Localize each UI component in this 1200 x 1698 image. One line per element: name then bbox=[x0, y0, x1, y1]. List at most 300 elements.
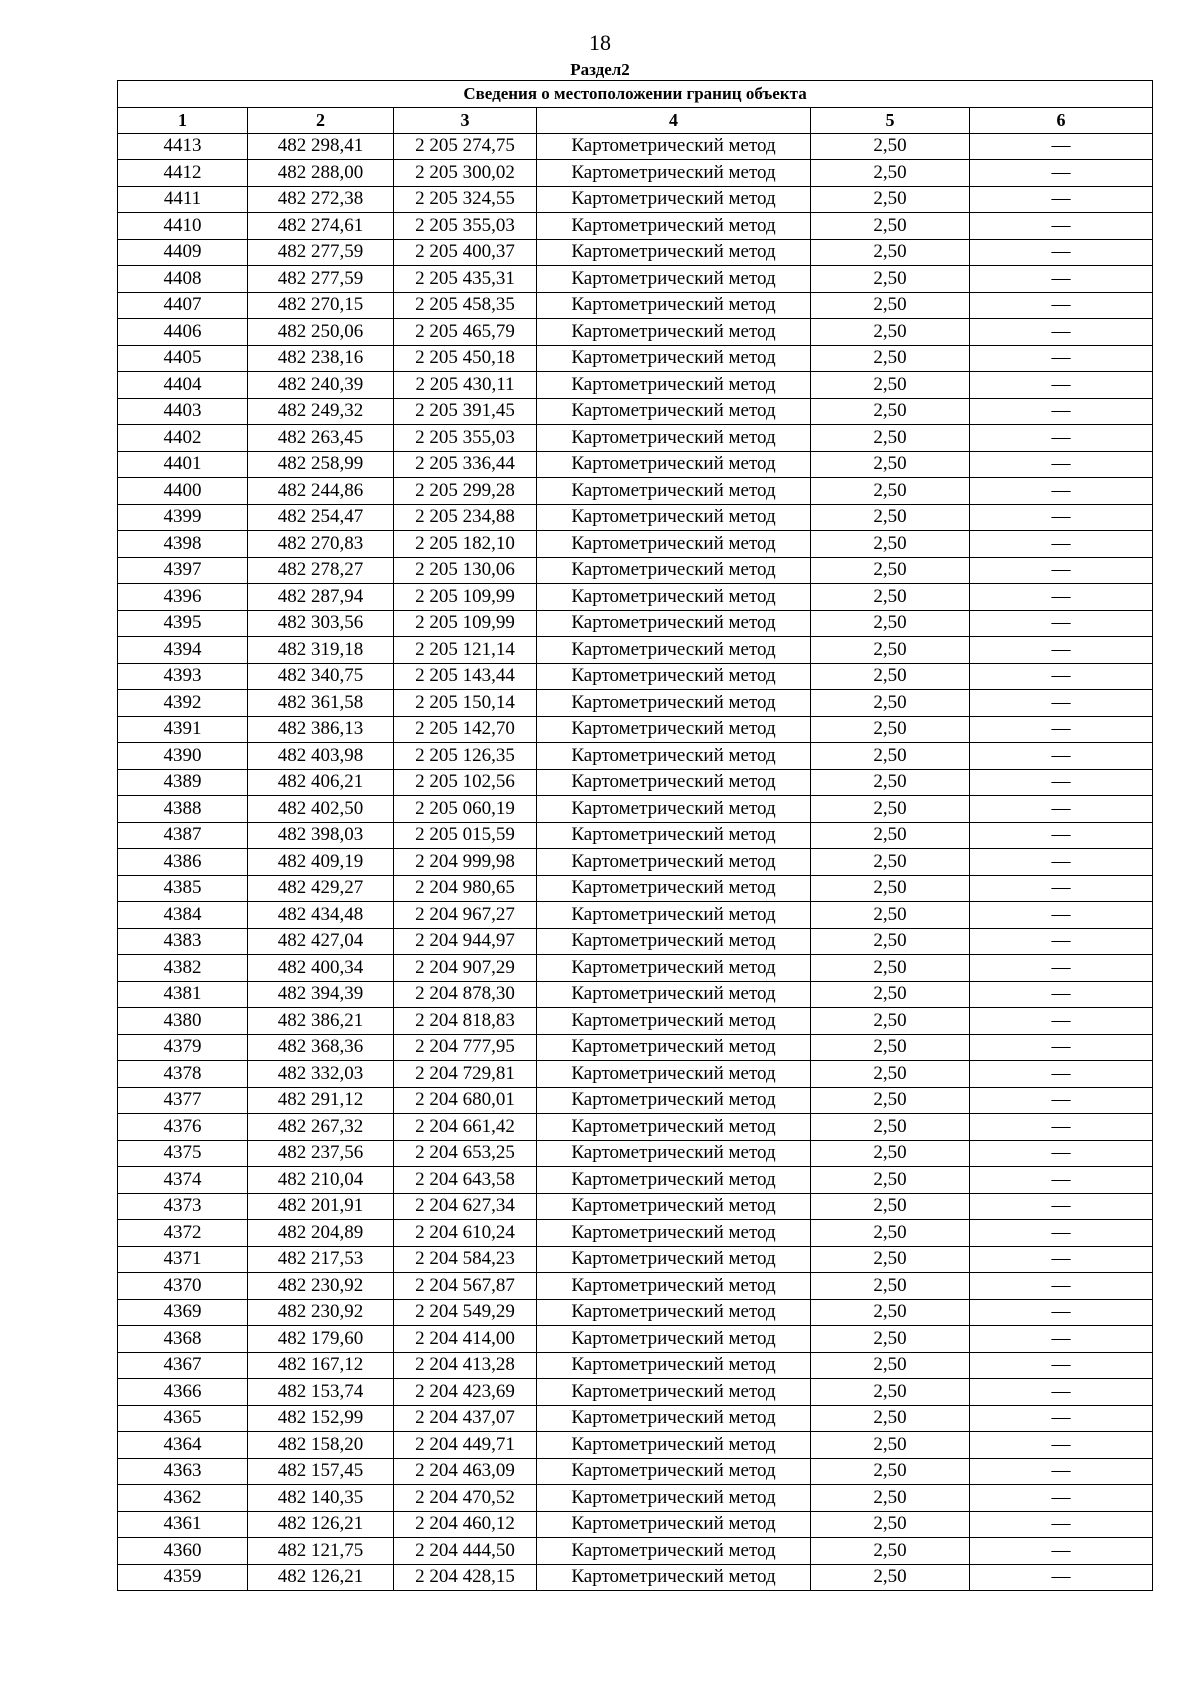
y-coordinate-cell: 2 204 999,98 bbox=[394, 849, 537, 876]
method-cell: Картометрический метод bbox=[537, 1432, 811, 1459]
method-cell: Картометрический метод bbox=[537, 822, 811, 849]
table-row bbox=[118, 690, 1153, 717]
accuracy-cell: 2,50 bbox=[811, 186, 970, 213]
table-row bbox=[118, 372, 1153, 399]
x-coordinate-cell: 482 409,19 bbox=[248, 849, 394, 876]
y-coordinate-cell: 2 204 818,83 bbox=[394, 1008, 537, 1035]
table-row bbox=[118, 928, 1153, 955]
point-number-cell: 4374 bbox=[118, 1167, 248, 1194]
x-coordinate-cell: 482 340,75 bbox=[248, 663, 394, 690]
method-cell: Картометрический метод bbox=[537, 1511, 811, 1538]
y-coordinate-cell: 2 204 653,25 bbox=[394, 1140, 537, 1167]
x-coordinate-cell: 482 230,92 bbox=[248, 1299, 394, 1326]
method-cell: Картометрический метод bbox=[537, 478, 811, 505]
method-cell: Картометрический метод bbox=[537, 1352, 811, 1379]
description-cell: — bbox=[970, 822, 1153, 849]
description-cell: — bbox=[970, 557, 1153, 584]
y-coordinate-cell: 2 205 182,10 bbox=[394, 531, 537, 558]
point-number-cell: 4362 bbox=[118, 1485, 248, 1512]
table-row bbox=[118, 478, 1153, 505]
point-number-cell: 4377 bbox=[118, 1087, 248, 1114]
method-cell: Картометрический метод bbox=[537, 1538, 811, 1565]
table-row bbox=[118, 1405, 1153, 1432]
point-number-cell: 4402 bbox=[118, 425, 248, 452]
point-number-cell: 4399 bbox=[118, 504, 248, 531]
point-number-cell: 4370 bbox=[118, 1273, 248, 1300]
method-cell: Картометрический метод bbox=[537, 584, 811, 611]
point-number-cell: 4409 bbox=[118, 239, 248, 266]
table-row bbox=[118, 1485, 1153, 1512]
x-coordinate-cell: 482 201,91 bbox=[248, 1193, 394, 1220]
accuracy-cell: 2,50 bbox=[811, 451, 970, 478]
y-coordinate-cell: 2 205 142,70 bbox=[394, 716, 537, 743]
description-cell: — bbox=[970, 1458, 1153, 1485]
accuracy-cell: 2,50 bbox=[811, 690, 970, 717]
point-number-cell: 4397 bbox=[118, 557, 248, 584]
y-coordinate-cell: 2 204 567,87 bbox=[394, 1273, 537, 1300]
description-cell: — bbox=[970, 981, 1153, 1008]
y-coordinate-cell: 2 204 414,00 bbox=[394, 1326, 537, 1353]
x-coordinate-cell: 482 427,04 bbox=[248, 928, 394, 955]
accuracy-cell: 2,50 bbox=[811, 1538, 970, 1565]
accuracy-cell: 2,50 bbox=[811, 902, 970, 929]
y-coordinate-cell: 2 205 143,44 bbox=[394, 663, 537, 690]
y-coordinate-cell: 2 205 234,88 bbox=[394, 504, 537, 531]
y-coordinate-cell: 2 204 980,65 bbox=[394, 875, 537, 902]
method-cell: Картометрический метод bbox=[537, 1061, 811, 1088]
description-cell: — bbox=[970, 1087, 1153, 1114]
y-coordinate-cell: 2 205 109,99 bbox=[394, 584, 537, 611]
y-coordinate-cell: 2 205 015,59 bbox=[394, 822, 537, 849]
table-row bbox=[118, 1167, 1153, 1194]
accuracy-cell: 2,50 bbox=[811, 1299, 970, 1326]
point-number-cell: 4385 bbox=[118, 875, 248, 902]
table-row bbox=[118, 902, 1153, 929]
x-coordinate-cell: 482 121,75 bbox=[248, 1538, 394, 1565]
description-cell: — bbox=[970, 955, 1153, 982]
description-cell: — bbox=[970, 584, 1153, 611]
method-cell: Картометрический метод bbox=[537, 213, 811, 240]
x-coordinate-cell: 482 126,21 bbox=[248, 1511, 394, 1538]
method-cell: Картометрический метод bbox=[537, 1193, 811, 1220]
description-cell: — bbox=[970, 1220, 1153, 1247]
accuracy-cell: 2,50 bbox=[811, 981, 970, 1008]
method-cell: Картометрический метод bbox=[537, 849, 811, 876]
method-cell: Картометрический метод bbox=[537, 1246, 811, 1273]
table-row bbox=[118, 981, 1153, 1008]
table-row bbox=[118, 1511, 1153, 1538]
y-coordinate-cell: 2 204 643,58 bbox=[394, 1167, 537, 1194]
y-coordinate-cell: 2 204 444,50 bbox=[394, 1538, 537, 1565]
table-row bbox=[118, 398, 1153, 425]
y-coordinate-cell: 2 205 126,35 bbox=[394, 743, 537, 770]
x-coordinate-cell: 482 240,39 bbox=[248, 372, 394, 399]
y-coordinate-cell: 2 204 680,01 bbox=[394, 1087, 537, 1114]
point-number-cell: 4407 bbox=[118, 292, 248, 319]
description-cell: — bbox=[970, 1538, 1153, 1565]
description-cell: — bbox=[970, 1379, 1153, 1406]
table-row bbox=[118, 716, 1153, 743]
point-number-cell: 4391 bbox=[118, 716, 248, 743]
accuracy-cell: 2,50 bbox=[811, 1008, 970, 1035]
method-cell: Картометрический метод bbox=[537, 1140, 811, 1167]
boundary-coordinates-table bbox=[117, 80, 1153, 1591]
method-cell: Картометрический метод bbox=[537, 239, 811, 266]
accuracy-cell: 2,50 bbox=[811, 213, 970, 240]
description-cell: — bbox=[970, 345, 1153, 372]
table-row bbox=[118, 1087, 1153, 1114]
description-cell: — bbox=[970, 266, 1153, 293]
point-number-cell: 4412 bbox=[118, 160, 248, 187]
description-cell: — bbox=[970, 716, 1153, 743]
point-number-cell: 4381 bbox=[118, 981, 248, 1008]
description-cell: — bbox=[970, 1193, 1153, 1220]
y-coordinate-cell: 2 204 967,27 bbox=[394, 902, 537, 929]
x-coordinate-cell: 482 140,35 bbox=[248, 1485, 394, 1512]
point-number-cell: 4367 bbox=[118, 1352, 248, 1379]
x-coordinate-cell: 482 394,39 bbox=[248, 981, 394, 1008]
x-coordinate-cell: 482 429,27 bbox=[248, 875, 394, 902]
point-number-cell: 4373 bbox=[118, 1193, 248, 1220]
y-coordinate-cell: 2 205 274,75 bbox=[394, 133, 537, 160]
point-number-cell: 4413 bbox=[118, 133, 248, 160]
x-coordinate-cell: 482 250,06 bbox=[248, 319, 394, 346]
x-coordinate-cell: 482 158,20 bbox=[248, 1432, 394, 1459]
table-row bbox=[118, 1246, 1153, 1273]
y-coordinate-cell: 2 205 121,14 bbox=[394, 637, 537, 664]
accuracy-cell: 2,50 bbox=[811, 1114, 970, 1141]
table-row bbox=[118, 1220, 1153, 1247]
x-coordinate-cell: 482 303,56 bbox=[248, 610, 394, 637]
y-coordinate-cell: 2 205 130,06 bbox=[394, 557, 537, 584]
table-row bbox=[118, 1140, 1153, 1167]
accuracy-cell: 2,50 bbox=[811, 849, 970, 876]
y-coordinate-cell: 2 205 102,56 bbox=[394, 769, 537, 796]
y-coordinate-cell: 2 204 423,69 bbox=[394, 1379, 537, 1406]
y-coordinate-cell: 2 205 300,02 bbox=[394, 160, 537, 187]
x-coordinate-cell: 482 386,21 bbox=[248, 1008, 394, 1035]
y-coordinate-cell: 2 205 299,28 bbox=[394, 478, 537, 505]
y-coordinate-cell: 2 204 627,34 bbox=[394, 1193, 537, 1220]
x-coordinate-cell: 482 237,56 bbox=[248, 1140, 394, 1167]
x-coordinate-cell: 482 368,36 bbox=[248, 1034, 394, 1061]
table-row bbox=[118, 796, 1153, 823]
accuracy-cell: 2,50 bbox=[811, 1273, 970, 1300]
point-number-cell: 4395 bbox=[118, 610, 248, 637]
y-coordinate-cell: 2 204 878,30 bbox=[394, 981, 537, 1008]
accuracy-cell: 2,50 bbox=[811, 1061, 970, 1088]
point-number-cell: 4388 bbox=[118, 796, 248, 823]
description-cell: — bbox=[970, 213, 1153, 240]
method-cell: Картометрический метод bbox=[537, 398, 811, 425]
description-cell: — bbox=[970, 160, 1153, 187]
description-cell: — bbox=[970, 451, 1153, 478]
table-caption-row bbox=[118, 81, 1153, 108]
description-cell: — bbox=[970, 743, 1153, 770]
table-row bbox=[118, 1061, 1153, 1088]
page-number: 18 bbox=[589, 30, 611, 55]
description-cell: — bbox=[970, 1511, 1153, 1538]
table-row bbox=[118, 743, 1153, 770]
accuracy-cell: 2,50 bbox=[811, 822, 970, 849]
x-coordinate-cell: 482 386,13 bbox=[248, 716, 394, 743]
accuracy-cell: 2,50 bbox=[811, 716, 970, 743]
method-cell: Картометрический метод bbox=[537, 319, 811, 346]
table-row bbox=[118, 1458, 1153, 1485]
y-coordinate-cell: 2 204 437,07 bbox=[394, 1405, 537, 1432]
y-coordinate-cell: 2 204 449,71 bbox=[394, 1432, 537, 1459]
method-cell: Картометрический метод bbox=[537, 981, 811, 1008]
accuracy-cell: 2,50 bbox=[811, 160, 970, 187]
method-cell: Картометрический метод bbox=[537, 796, 811, 823]
description-cell: — bbox=[970, 292, 1153, 319]
table-row bbox=[118, 822, 1153, 849]
point-number-cell: 4387 bbox=[118, 822, 248, 849]
y-coordinate-cell: 2 204 413,28 bbox=[394, 1352, 537, 1379]
method-cell: Картометрический метод bbox=[537, 345, 811, 372]
method-cell: Картометрический метод bbox=[537, 292, 811, 319]
accuracy-cell: 2,50 bbox=[811, 1458, 970, 1485]
table-row bbox=[118, 557, 1153, 584]
description-cell: — bbox=[970, 637, 1153, 664]
table-row bbox=[118, 1326, 1153, 1353]
method-cell: Картометрический метод bbox=[537, 1564, 811, 1591]
description-cell: — bbox=[970, 133, 1153, 160]
description-cell: — bbox=[970, 1167, 1153, 1194]
point-number-cell: 4361 bbox=[118, 1511, 248, 1538]
description-cell: — bbox=[970, 531, 1153, 558]
description-cell: — bbox=[970, 1432, 1153, 1459]
point-number-cell: 4393 bbox=[118, 663, 248, 690]
accuracy-cell: 2,50 bbox=[811, 239, 970, 266]
accuracy-cell: 2,50 bbox=[811, 531, 970, 558]
x-coordinate-cell: 482 152,99 bbox=[248, 1405, 394, 1432]
table-row bbox=[118, 319, 1153, 346]
x-coordinate-cell: 482 434,48 bbox=[248, 902, 394, 929]
y-coordinate-cell: 2 205 465,79 bbox=[394, 319, 537, 346]
x-coordinate-cell: 482 167,12 bbox=[248, 1352, 394, 1379]
column-number: 6 bbox=[970, 107, 1153, 133]
accuracy-cell: 2,50 bbox=[811, 1326, 970, 1353]
point-number-cell: 4401 bbox=[118, 451, 248, 478]
y-coordinate-cell: 2 204 729,81 bbox=[394, 1061, 537, 1088]
accuracy-cell: 2,50 bbox=[811, 1193, 970, 1220]
y-coordinate-cell: 2 205 458,35 bbox=[394, 292, 537, 319]
method-cell: Картометрический метод bbox=[537, 1114, 811, 1141]
y-coordinate-cell: 2 204 428,15 bbox=[394, 1564, 537, 1591]
description-cell: — bbox=[970, 928, 1153, 955]
point-number-cell: 4396 bbox=[118, 584, 248, 611]
accuracy-cell: 2,50 bbox=[811, 292, 970, 319]
table-row bbox=[118, 1008, 1153, 1035]
description-cell: — bbox=[970, 1008, 1153, 1035]
point-number-cell: 4366 bbox=[118, 1379, 248, 1406]
table-row bbox=[118, 1273, 1153, 1300]
x-coordinate-cell: 482 249,32 bbox=[248, 398, 394, 425]
description-cell: — bbox=[970, 663, 1153, 690]
description-cell: — bbox=[970, 398, 1153, 425]
method-cell: Картометрический метод bbox=[537, 637, 811, 664]
point-number-cell: 4371 bbox=[118, 1246, 248, 1273]
description-cell: — bbox=[970, 1352, 1153, 1379]
point-number-cell: 4378 bbox=[118, 1061, 248, 1088]
description-cell: — bbox=[970, 610, 1153, 637]
y-coordinate-cell: 2 204 777,95 bbox=[394, 1034, 537, 1061]
method-cell: Картометрический метод bbox=[537, 769, 811, 796]
accuracy-cell: 2,50 bbox=[811, 398, 970, 425]
y-coordinate-cell: 2 205 355,03 bbox=[394, 425, 537, 452]
x-coordinate-cell: 482 298,41 bbox=[248, 133, 394, 160]
y-coordinate-cell: 2 204 470,52 bbox=[394, 1485, 537, 1512]
accuracy-cell: 2,50 bbox=[811, 1511, 970, 1538]
table-row bbox=[118, 266, 1153, 293]
method-cell: Картометрический метод bbox=[537, 1299, 811, 1326]
point-number-cell: 4384 bbox=[118, 902, 248, 929]
accuracy-cell: 2,50 bbox=[811, 266, 970, 293]
table-row bbox=[118, 637, 1153, 664]
y-coordinate-cell: 2 205 109,99 bbox=[394, 610, 537, 637]
section-title: Раздел2 bbox=[570, 60, 630, 79]
method-cell: Картометрический метод bbox=[537, 504, 811, 531]
x-coordinate-cell: 482 258,99 bbox=[248, 451, 394, 478]
x-coordinate-cell: 482 263,45 bbox=[248, 425, 394, 452]
table-row bbox=[118, 584, 1153, 611]
method-cell: Картометрический метод bbox=[537, 955, 811, 982]
x-coordinate-cell: 482 332,03 bbox=[248, 1061, 394, 1088]
description-cell: — bbox=[970, 478, 1153, 505]
method-cell: Картометрический метод bbox=[537, 1273, 811, 1300]
accuracy-cell: 2,50 bbox=[811, 1140, 970, 1167]
x-coordinate-cell: 482 277,59 bbox=[248, 266, 394, 293]
table-row bbox=[118, 133, 1153, 160]
x-coordinate-cell: 482 204,89 bbox=[248, 1220, 394, 1247]
method-cell: Картометрический метод bbox=[537, 451, 811, 478]
accuracy-cell: 2,50 bbox=[811, 557, 970, 584]
description-cell: — bbox=[970, 186, 1153, 213]
table-row bbox=[118, 1379, 1153, 1406]
table-row bbox=[118, 345, 1153, 372]
accuracy-cell: 2,50 bbox=[811, 1220, 970, 1247]
point-number-cell: 4383 bbox=[118, 928, 248, 955]
accuracy-cell: 2,50 bbox=[811, 504, 970, 531]
accuracy-cell: 2,50 bbox=[811, 875, 970, 902]
point-number-cell: 4404 bbox=[118, 372, 248, 399]
accuracy-cell: 2,50 bbox=[811, 478, 970, 505]
point-number-cell: 4394 bbox=[118, 637, 248, 664]
x-coordinate-cell: 482 272,38 bbox=[248, 186, 394, 213]
method-cell: Картометрический метод bbox=[537, 186, 811, 213]
description-cell: — bbox=[970, 239, 1153, 266]
y-coordinate-cell: 2 205 336,44 bbox=[394, 451, 537, 478]
y-coordinate-cell: 2 205 435,31 bbox=[394, 266, 537, 293]
method-cell: Картометрический метод bbox=[537, 557, 811, 584]
y-coordinate-cell: 2 204 584,23 bbox=[394, 1246, 537, 1273]
point-number-cell: 4359 bbox=[118, 1564, 248, 1591]
table-row bbox=[118, 1299, 1153, 1326]
table-row bbox=[118, 186, 1153, 213]
description-cell: — bbox=[970, 849, 1153, 876]
accuracy-cell: 2,50 bbox=[811, 1379, 970, 1406]
y-coordinate-cell: 2 205 355,03 bbox=[394, 213, 537, 240]
y-coordinate-cell: 2 205 060,19 bbox=[394, 796, 537, 823]
method-cell: Картометрический метод bbox=[537, 1034, 811, 1061]
table-row bbox=[118, 160, 1153, 187]
point-number-cell: 4375 bbox=[118, 1140, 248, 1167]
y-coordinate-cell: 2 204 944,97 bbox=[394, 928, 537, 955]
table-row bbox=[118, 504, 1153, 531]
x-coordinate-cell: 482 238,16 bbox=[248, 345, 394, 372]
x-coordinate-cell: 482 179,60 bbox=[248, 1326, 394, 1353]
accuracy-cell: 2,50 bbox=[811, 1405, 970, 1432]
method-cell: Картометрический метод bbox=[537, 1405, 811, 1432]
accuracy-cell: 2,50 bbox=[811, 1564, 970, 1591]
point-number-cell: 4376 bbox=[118, 1114, 248, 1141]
description-cell: — bbox=[970, 1140, 1153, 1167]
table-row bbox=[118, 1034, 1153, 1061]
method-cell: Картометрический метод bbox=[537, 690, 811, 717]
method-cell: Картометрический метод bbox=[537, 160, 811, 187]
y-coordinate-cell: 2 204 907,29 bbox=[394, 955, 537, 982]
column-number: 2 bbox=[248, 107, 394, 133]
table-row bbox=[118, 610, 1153, 637]
accuracy-cell: 2,50 bbox=[811, 610, 970, 637]
y-coordinate-cell: 2 205 430,11 bbox=[394, 372, 537, 399]
x-coordinate-cell: 482 157,45 bbox=[248, 1458, 394, 1485]
table-row bbox=[118, 1114, 1153, 1141]
accuracy-cell: 2,50 bbox=[811, 1246, 970, 1273]
point-number-cell: 4392 bbox=[118, 690, 248, 717]
accuracy-cell: 2,50 bbox=[811, 928, 970, 955]
accuracy-cell: 2,50 bbox=[811, 663, 970, 690]
point-number-cell: 4372 bbox=[118, 1220, 248, 1247]
accuracy-cell: 2,50 bbox=[811, 743, 970, 770]
description-cell: — bbox=[970, 1405, 1153, 1432]
table-row bbox=[118, 663, 1153, 690]
point-number-cell: 4369 bbox=[118, 1299, 248, 1326]
table-row bbox=[118, 1432, 1153, 1459]
description-cell: — bbox=[970, 1061, 1153, 1088]
point-number-cell: 4410 bbox=[118, 213, 248, 240]
y-coordinate-cell: 2 204 661,42 bbox=[394, 1114, 537, 1141]
table-row bbox=[118, 292, 1153, 319]
accuracy-cell: 2,50 bbox=[811, 1087, 970, 1114]
description-cell: — bbox=[970, 504, 1153, 531]
x-coordinate-cell: 482 277,59 bbox=[248, 239, 394, 266]
point-number-cell: 4390 bbox=[118, 743, 248, 770]
method-cell: Картометрический метод bbox=[537, 1379, 811, 1406]
x-coordinate-cell: 482 403,98 bbox=[248, 743, 394, 770]
description-cell: — bbox=[970, 1299, 1153, 1326]
table-row bbox=[118, 451, 1153, 478]
x-coordinate-cell: 482 267,32 bbox=[248, 1114, 394, 1141]
method-cell: Картометрический метод bbox=[537, 716, 811, 743]
x-coordinate-cell: 482 400,34 bbox=[248, 955, 394, 982]
method-cell: Картометрический метод bbox=[537, 1008, 811, 1035]
x-coordinate-cell: 482 230,92 bbox=[248, 1273, 394, 1300]
method-cell: Картометрический метод bbox=[537, 133, 811, 160]
point-number-cell: 4379 bbox=[118, 1034, 248, 1061]
table-row bbox=[118, 1564, 1153, 1591]
method-cell: Картометрический метод bbox=[537, 610, 811, 637]
description-cell: — bbox=[970, 796, 1153, 823]
x-coordinate-cell: 482 402,50 bbox=[248, 796, 394, 823]
description-cell: — bbox=[970, 1246, 1153, 1273]
method-cell: Картометрический метод bbox=[537, 875, 811, 902]
table-row bbox=[118, 1193, 1153, 1220]
accuracy-cell: 2,50 bbox=[811, 1167, 970, 1194]
point-number-cell: 4386 bbox=[118, 849, 248, 876]
table-row bbox=[118, 849, 1153, 876]
